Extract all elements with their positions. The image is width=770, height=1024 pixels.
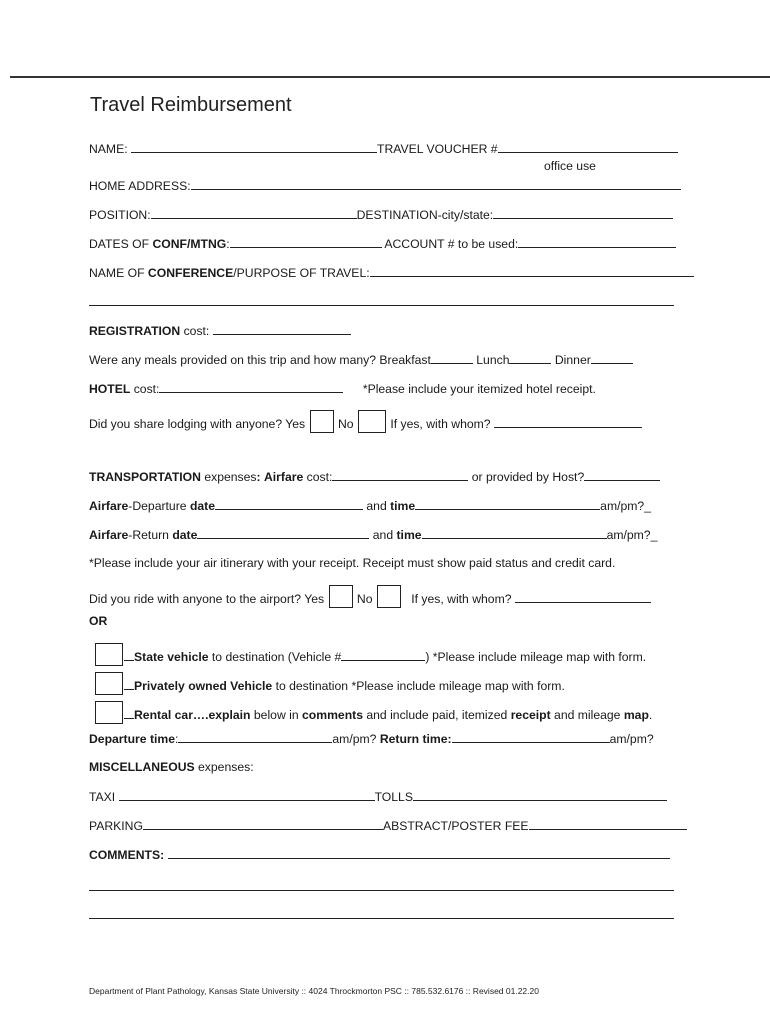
dates-label-suffix: :	[226, 237, 230, 251]
return-time-field[interactable]	[422, 527, 607, 539]
departure-ampm: am/pm?_	[600, 499, 651, 513]
private-vehicle-rest: to destination *Please include mileage map with form.	[272, 679, 565, 693]
conference-field-2[interactable]	[89, 294, 674, 306]
conference-label-suffix: /PURPOSE OF TRAVEL:	[233, 266, 370, 280]
comments-field-3[interactable]	[89, 907, 674, 919]
meals-question: Were any meals provided on this trip and how many? Breakfast	[89, 353, 431, 367]
home-address-row	[89, 178, 681, 194]
abstract-label: ABSTRACT/POSTER FEE	[382, 819, 529, 833]
registration-label-suffix: cost:	[180, 324, 210, 338]
or-label: OR	[89, 614, 108, 628]
top-rule	[10, 76, 770, 78]
conference-row	[89, 265, 694, 281]
account-field[interactable]	[518, 236, 676, 248]
return-time-label: time	[396, 528, 422, 542]
misc-label-rest: expenses:	[194, 760, 254, 774]
return-ampm: am/pm?_	[606, 528, 658, 542]
rental-car-end: .	[648, 708, 653, 722]
hotel-label-suffix: cost:	[130, 382, 160, 396]
voucher-field[interactable]	[498, 141, 678, 153]
departure-date-label: date	[189, 499, 215, 513]
conference-field[interactable]	[370, 265, 694, 277]
provided-by-host-label: or provided by Host?	[468, 470, 585, 484]
ride-whom-field[interactable]	[515, 591, 651, 603]
travel-times-row	[89, 731, 654, 747]
taxi-label: TAXI	[89, 790, 116, 804]
name-field[interactable]	[131, 141, 377, 153]
share-no-label: No	[337, 417, 354, 431]
rental-car-map: map	[623, 708, 649, 722]
departure-and: and	[363, 499, 391, 513]
dates-label-bold: CONF/MTNG	[152, 237, 227, 251]
conference-row-2	[89, 294, 674, 310]
departure-label: -Departure	[128, 499, 190, 513]
share-no-checkbox[interactable]	[358, 410, 386, 432]
misc-label-bold: MISCELLANEOUS	[89, 760, 195, 774]
hotel-note: *Please include your itemized hotel receipt.	[362, 382, 596, 396]
name-row	[89, 141, 678, 157]
private-vehicle-row	[89, 672, 565, 694]
return-time-bold: Return time:	[379, 732, 452, 746]
name-label: NAME:	[89, 142, 128, 156]
share-lodging-question: Did you share lodging with anyone? Yes	[89, 417, 306, 431]
comments-field-2[interactable]	[89, 879, 674, 891]
conference-label-prefix: NAME OF	[89, 266, 148, 280]
departure-time-bold: Departure time	[89, 732, 176, 746]
comments-label: COMMENTS:	[89, 848, 165, 862]
abstract-field[interactable]	[529, 818, 687, 830]
private-vehicle-label: Privately owned Vehicle	[134, 679, 273, 693]
provided-by-host-field[interactable]	[584, 469, 660, 481]
misc-row	[89, 760, 254, 775]
office-use-label: office use	[544, 159, 596, 173]
ride-question: Did you ride with anyone to the airport? Yes	[89, 592, 325, 606]
departure-time-label: time	[390, 499, 416, 513]
destination-label: DESTINATION-city/state:	[356, 208, 494, 222]
page-footer: Department of Plant Pathology, Kansas State University :: 4024 Throckmorton PSC :: 785.532.6176 :: Revised 01.22.20	[89, 986, 539, 996]
airfare-departure-row	[89, 498, 651, 514]
departure-date-field[interactable]	[215, 498, 363, 510]
comments-row	[89, 847, 670, 863]
rental-car-mid3: and mileage	[550, 708, 624, 722]
breakfast-field[interactable]	[431, 352, 473, 364]
state-vehicle-rest: to destination (Vehicle #	[208, 650, 342, 664]
return-airfare-bold: Airfare	[89, 528, 129, 542]
hotel-row	[89, 381, 596, 397]
rental-car-mid1: below in	[250, 708, 303, 722]
share-yes-checkbox[interactable]	[310, 410, 334, 432]
position-field[interactable]	[151, 207, 357, 219]
vehicle-departure-ampm: am/pm?	[332, 732, 377, 746]
page-title: Travel Reimbursement	[90, 94, 292, 116]
airfare-return-row	[89, 527, 657, 543]
transportation-colon: :	[256, 470, 261, 484]
tolls-field[interactable]	[413, 789, 667, 801]
departure-time-colon: :	[175, 732, 179, 746]
rental-car-comments: comments	[302, 708, 363, 722]
return-label: -Return	[128, 528, 173, 542]
taxi-field[interactable]	[119, 789, 375, 801]
dates-row	[89, 236, 676, 252]
rental-car-checkbox[interactable]	[95, 701, 123, 723]
transportation-row	[89, 469, 660, 485]
dates-label-prefix: DATES OF	[89, 237, 153, 251]
vehicle-return-time-field[interactable]	[452, 731, 610, 743]
tolls-label: TOLLS	[374, 790, 413, 804]
dinner-label: Dinner	[554, 353, 591, 367]
private-vehicle-checkbox[interactable]	[95, 672, 123, 694]
ride-if-yes-label: If yes, with whom?	[411, 592, 512, 606]
return-date-label: date	[172, 528, 198, 542]
dinner-field[interactable]	[591, 352, 633, 364]
hotel-cost-field[interactable]	[159, 381, 343, 393]
share-lodging-row	[89, 410, 642, 432]
position-label: POSITION:	[89, 208, 151, 222]
comments-row-3	[89, 907, 674, 923]
parking-field[interactable]	[143, 818, 383, 830]
private-vehicle-tail	[124, 678, 134, 690]
transportation-label-bold: TRANSPORTATION	[89, 470, 201, 484]
ride-row	[89, 585, 651, 607]
itinerary-note: *Please include your air itinerary with your receipt. Receipt must show paid status and credit card.	[89, 556, 616, 570]
rental-car-label: Rental car….explain	[134, 708, 251, 722]
taxi-row	[89, 789, 667, 805]
registration-label-bold: REGISTRATION	[89, 324, 181, 338]
destination-field[interactable]	[493, 207, 673, 219]
rental-car-receipt: receipt	[510, 708, 551, 722]
hotel-label-bold: HOTEL	[89, 382, 131, 396]
comments-row-2	[89, 879, 674, 895]
vehicle-number-field[interactable]	[341, 649, 425, 661]
airfare-cost-label: cost:	[303, 470, 333, 484]
home-address-label: HOME ADDRESS:	[89, 179, 191, 193]
airfare-cost-field[interactable]	[332, 469, 468, 481]
state-vehicle-row	[89, 643, 646, 665]
rental-car-tail	[124, 707, 134, 719]
return-date-field[interactable]	[197, 527, 369, 539]
share-whom-field[interactable]	[494, 416, 642, 428]
state-vehicle-label: State vehicle	[134, 650, 209, 664]
state-vehicle-checkbox[interactable]	[95, 643, 123, 665]
departure-airfare-bold: Airfare	[89, 499, 129, 513]
airfare-label: Airfare	[263, 470, 304, 484]
transportation-label-mid: expenses	[200, 470, 257, 484]
departure-time-field[interactable]	[415, 498, 600, 510]
vehicle-return-ampm: am/pm?	[609, 732, 654, 746]
ride-no-label: No	[356, 592, 373, 606]
registration-field[interactable]	[213, 323, 351, 335]
return-and: and	[369, 528, 397, 542]
parking-row	[89, 818, 687, 834]
rental-car-mid2: and include paid, itemized	[362, 708, 511, 722]
lunch-label: Lunch	[476, 353, 510, 367]
dates-field[interactable]	[230, 236, 382, 248]
ride-no-checkbox[interactable]	[377, 585, 401, 607]
state-vehicle-note: ) *Please include mileage map with form.	[425, 650, 647, 664]
account-label: ACCOUNT # to be used:	[384, 237, 519, 251]
vehicle-departure-time-field[interactable]	[178, 731, 332, 743]
parking-label: PARKING	[89, 819, 143, 833]
registration-row	[89, 323, 351, 339]
conference-label-bold: CONFERENCE	[147, 266, 234, 280]
voucher-label: TRAVEL VOUCHER #	[377, 142, 498, 156]
position-row	[89, 207, 673, 223]
rental-car-row	[89, 701, 652, 723]
comments-field[interactable]	[168, 847, 670, 859]
lunch-field[interactable]	[509, 352, 551, 364]
meals-row	[89, 352, 633, 368]
share-if-yes-label: If yes, with whom?	[390, 417, 491, 431]
state-vehicle-tail	[124, 649, 134, 661]
ride-yes-checkbox[interactable]	[329, 585, 353, 607]
home-address-field[interactable]	[191, 178, 681, 190]
